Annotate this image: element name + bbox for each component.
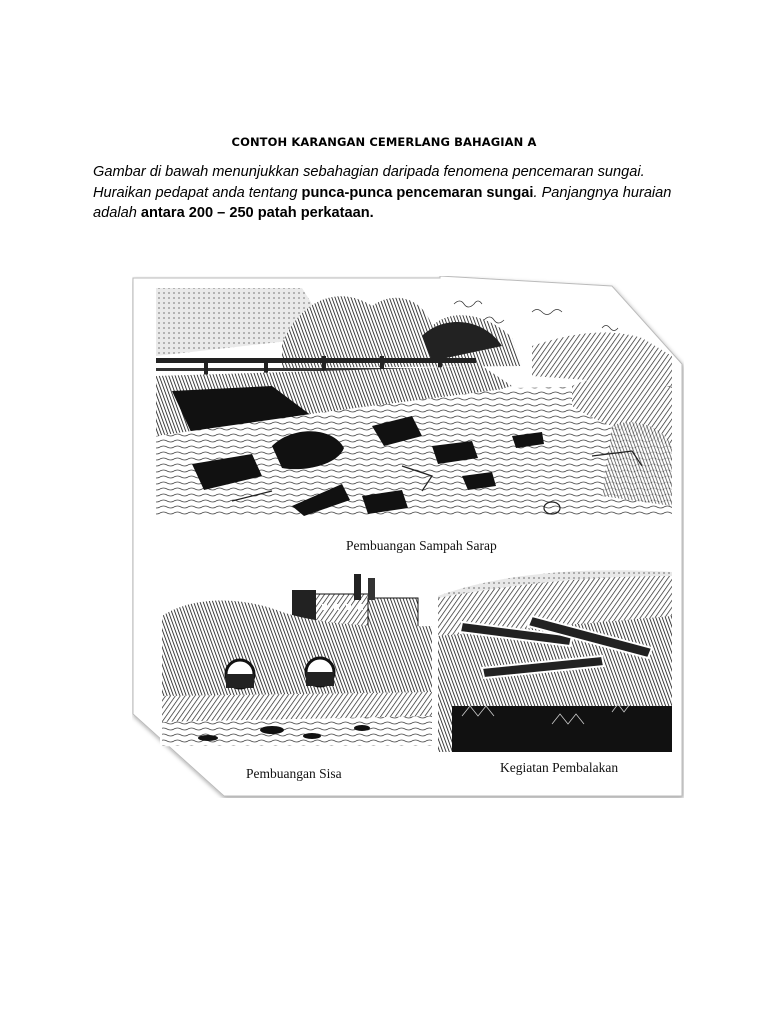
instruction-line-3: adalah antara 200 – 250 patah perkataan.	[93, 205, 374, 221]
caption-rubbish-dumping: Pembuangan Sampah Sarap	[346, 538, 497, 553]
question-instructions	[93, 162, 673, 224]
instruction-line-1: Gambar di bawah menunjukkan sebahagian daripada fenomena pencemaran sungai.	[93, 164, 645, 180]
logging-illustration	[438, 570, 672, 752]
pollution-illustration-figure	[132, 276, 684, 798]
caption-waste-discharge: Pembuangan Sisa	[246, 766, 342, 781]
instruction-line-2: Huraikan pedapat anda tentang punca-punca pencemaran sungai. Panjangnya huraian	[93, 184, 672, 201]
waste-discharge-illustration	[160, 574, 432, 756]
caption-logging: Kegiatan Pembalakan	[500, 760, 619, 775]
page-title: CONTOH KARANGAN CEMERLANG BAHAGIAN A	[231, 135, 537, 149]
